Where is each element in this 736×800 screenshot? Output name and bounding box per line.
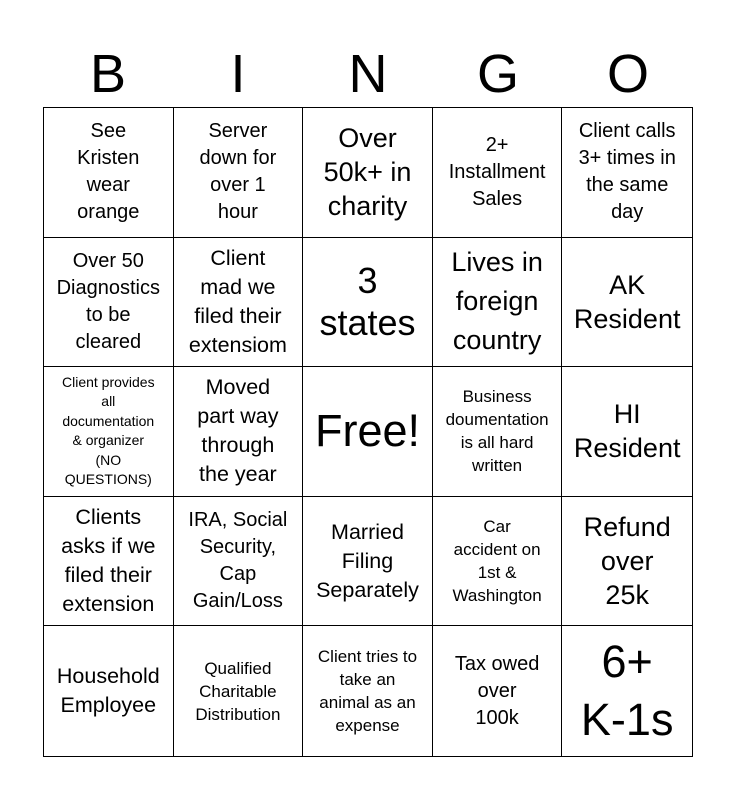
cell-line: Clients xyxy=(75,505,142,530)
cell-line: part way xyxy=(197,404,279,429)
cell-line: K-1s xyxy=(580,694,674,746)
bingo-cell[interactable] xyxy=(44,238,174,368)
cell-line: & organizer xyxy=(72,432,145,449)
cell-line: extensiom xyxy=(188,332,287,357)
cell-line: Kristen xyxy=(77,147,140,170)
cell-line: all xyxy=(101,393,116,410)
cell-line: Resident xyxy=(573,433,681,464)
cell-text xyxy=(188,507,287,615)
bingo-cell[interactable] xyxy=(174,497,304,627)
cell-line: filed their xyxy=(64,563,152,588)
header-letter-b: B xyxy=(89,44,127,104)
bingo-cell[interactable] xyxy=(174,238,304,368)
cell-text xyxy=(324,121,412,223)
cell-line: (NO xyxy=(95,451,122,468)
cell-line: Tax owed xyxy=(454,652,540,675)
cell-line: Client tries to xyxy=(317,647,418,667)
cell-line: 3+ times in xyxy=(578,147,676,170)
cell-line: Client provides xyxy=(61,373,155,390)
cell-line: Resident xyxy=(573,303,681,334)
cell-line: accident on xyxy=(453,540,541,560)
cell-text xyxy=(579,118,676,226)
cell-text xyxy=(315,402,420,460)
cell-line: 3 xyxy=(357,259,378,301)
cell-line: states xyxy=(319,301,416,343)
cell-line: Married xyxy=(331,519,404,544)
cell-line: Client xyxy=(210,245,266,270)
bingo-cell[interactable] xyxy=(44,367,174,497)
bingo-cell[interactable] xyxy=(562,497,692,627)
cell-line: Refund xyxy=(583,512,671,543)
cell-line: through xyxy=(201,433,275,458)
bingo-cell[interactable] xyxy=(562,238,692,368)
cell-line: country xyxy=(452,325,542,356)
cell-line: AK xyxy=(609,269,646,300)
bingo-cell[interactable] xyxy=(44,497,174,627)
cell-line: Business xyxy=(462,387,532,407)
cell-line: Charitable xyxy=(199,681,277,701)
cell-line: Filing xyxy=(341,548,394,573)
cell-text xyxy=(453,515,542,607)
cell-line: IRA, Social xyxy=(188,509,288,532)
bingo-cell[interactable] xyxy=(433,238,563,368)
cell-line: Sales xyxy=(472,187,523,210)
bingo-cell[interactable] xyxy=(303,626,433,756)
cell-line: over 1 xyxy=(210,174,266,197)
cell-line: is all hard xyxy=(460,433,534,453)
cell-line: wear xyxy=(86,174,130,197)
cell-text xyxy=(77,118,139,226)
cell-text xyxy=(62,373,155,490)
bingo-cell[interactable] xyxy=(174,367,304,497)
cell-line: Installment xyxy=(448,160,546,183)
bingo-cell[interactable] xyxy=(433,497,563,627)
cell-line: to be xyxy=(86,303,131,326)
cell-text xyxy=(574,268,681,336)
cell-text xyxy=(61,503,155,619)
cell-line: charity xyxy=(327,191,408,222)
cell-line: over xyxy=(600,546,654,577)
cell-line: QUESTIONS) xyxy=(64,471,152,488)
cell-line: over xyxy=(477,679,517,702)
cell-line: 1st & xyxy=(477,563,517,583)
cell-text xyxy=(446,385,549,477)
cell-line: day xyxy=(611,201,644,224)
cell-line: Client calls xyxy=(578,120,676,143)
header-letter-n: N xyxy=(348,44,388,104)
bingo-cell[interactable] xyxy=(174,108,304,238)
header-letter-o: O xyxy=(606,44,649,104)
cell-text xyxy=(57,662,160,720)
cell-text xyxy=(195,657,280,726)
bingo-cell[interactable] xyxy=(562,626,692,756)
cell-line: Free! xyxy=(314,405,420,457)
cell-line: Cap xyxy=(219,563,257,586)
cell-line: filed their xyxy=(194,303,282,328)
cell-line: 50k+ in xyxy=(323,157,412,188)
bingo-header xyxy=(43,38,693,110)
cell-text xyxy=(455,651,540,732)
bingo-cell[interactable] xyxy=(174,626,304,756)
bingo-cell[interactable] xyxy=(303,108,433,238)
cell-text xyxy=(189,244,287,360)
cell-line: asks if we xyxy=(61,534,156,559)
bingo-cell[interactable] xyxy=(44,626,174,756)
cell-line: cleared xyxy=(75,330,142,353)
cell-line: foreign xyxy=(455,286,539,317)
cell-line: take an xyxy=(339,670,396,690)
cell-line: See xyxy=(90,120,127,143)
cell-line: Moved xyxy=(205,375,271,400)
cell-line: expense xyxy=(335,716,400,736)
bingo-cell[interactable] xyxy=(562,367,692,497)
cell-text xyxy=(316,518,419,605)
cell-line: down for xyxy=(199,147,277,170)
cell-line: Gain/Loss xyxy=(192,590,283,613)
cell-line: Distribution xyxy=(195,704,281,724)
bingo-cell[interactable] xyxy=(303,497,433,627)
header-letter-i: I xyxy=(230,44,246,104)
cell-line: hour xyxy=(217,201,258,224)
cell-line: mad we xyxy=(200,274,276,299)
cell-text xyxy=(584,510,671,612)
cell-text xyxy=(451,243,543,360)
cell-text xyxy=(449,132,546,213)
cell-text xyxy=(581,633,674,749)
cell-line: 6+ xyxy=(601,636,653,688)
cell-line: HI xyxy=(613,399,641,430)
cell-line: Server xyxy=(208,120,268,143)
cell-text xyxy=(57,248,160,356)
bingo-cell[interactable] xyxy=(433,626,563,756)
cell-line: Car xyxy=(483,517,511,537)
cell-line: doumentation xyxy=(445,410,549,430)
cell-line: Qualified xyxy=(204,658,272,678)
cell-text xyxy=(200,118,277,226)
cell-line: 25k xyxy=(605,580,649,611)
cell-line: Security, xyxy=(199,536,277,559)
cell-line: the same xyxy=(586,174,669,197)
cell-text xyxy=(319,260,415,344)
cell-line: Washington xyxy=(452,586,542,606)
cell-line: written xyxy=(472,456,523,476)
bingo-cell[interactable] xyxy=(433,367,563,497)
bingo-cell[interactable] xyxy=(303,238,433,368)
header-letter-g: G xyxy=(476,44,519,104)
cell-line: animal as an xyxy=(319,693,416,713)
cell-line: Household xyxy=(56,664,160,689)
cell-line: 2+ xyxy=(485,133,509,156)
cell-line: Over 50 xyxy=(72,249,144,272)
cell-text xyxy=(574,397,681,465)
cell-line: the year xyxy=(199,462,277,487)
cell-line: documentation xyxy=(62,412,155,429)
bingo-cell[interactable] xyxy=(44,108,174,238)
cell-line: Diagnostics xyxy=(56,276,160,299)
cell-text xyxy=(318,645,417,737)
cell-line: Over xyxy=(338,123,397,154)
cell-line: Lives in xyxy=(451,247,543,278)
cell-line: 100k xyxy=(475,706,519,729)
cell-line: orange xyxy=(77,201,140,224)
cell-line: Separately xyxy=(316,577,419,602)
bingo-cell[interactable] xyxy=(562,108,692,238)
bingo-cell[interactable] xyxy=(433,108,563,238)
cell-line: extension xyxy=(62,592,155,617)
cell-text xyxy=(197,373,278,489)
free-space[interactable] xyxy=(303,367,433,497)
bingo-card xyxy=(43,107,693,757)
cell-line: Employee xyxy=(60,693,157,718)
